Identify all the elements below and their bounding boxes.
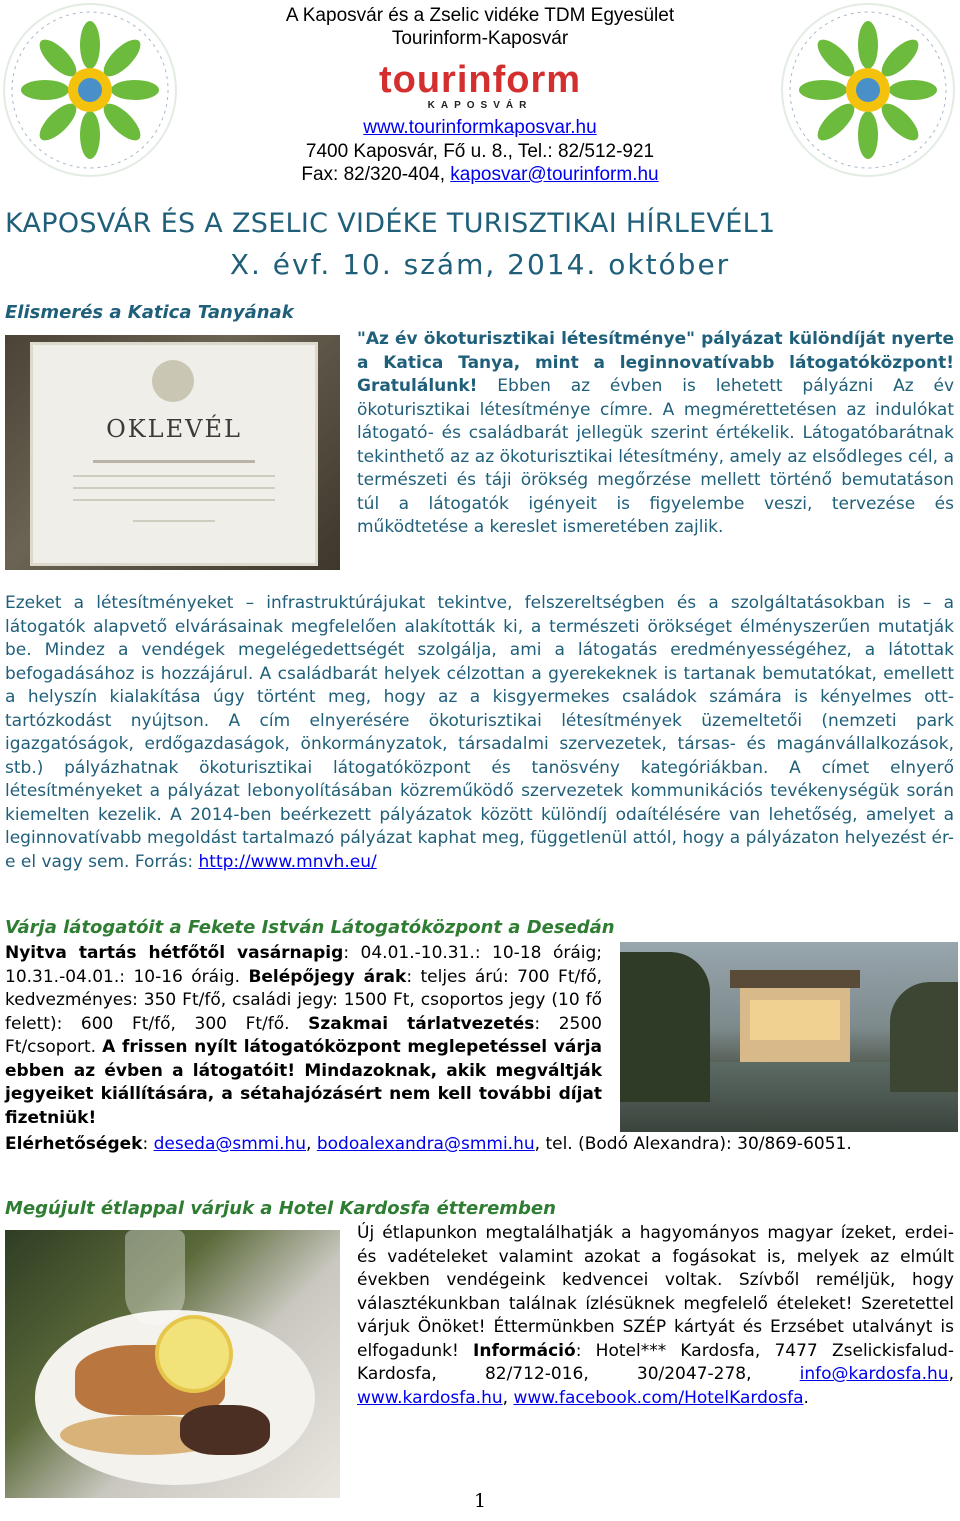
org-name: A Kaposvár és a Zselic vidéke TDM Egyesület [285, 5, 675, 26]
bodo-email-link[interactable]: bodoalexandra@smmi.hu [316, 1134, 535, 1154]
newsletter-issue: X. évf. 10. szám, 2014. október [229, 248, 731, 281]
kardosfa-email-link[interactable]: info@kardosfa.hu [799, 1364, 949, 1384]
article3-heading: Megújult étlappal várjuk a Hotel Kardosfa étteremben [5, 1198, 556, 1219]
info-label: Információ [473, 1340, 576, 1361]
org-subname: Tourinform-Kaposvár [391, 28, 569, 49]
contact-label: Elérhetőségek [5, 1134, 143, 1154]
article2-heading: Várja látogatóit a Fekete István Látogatóközpont a Desedán [5, 917, 615, 938]
fax-line: Fax: 82/320-404, kaposvar@tourinform.hu [301, 164, 659, 185]
tourinform-logo-text: tourinform [378, 59, 582, 101]
website-link[interactable]: www.tourinformkaposvar.hu [363, 117, 597, 138]
diploma-photo [5, 335, 340, 570]
flower-logo-icon [778, 0, 958, 180]
article2-body: Nyitva tartás hétfőtől vasárnapig: 04.01.-10.31.: 10-18 óráig; 10.31.-04.01.: 10-16 óráig. Belépőjegy árak: teljes árú: 700 Ft/fő, kedvezményes: 350 Ft/fő, családi jegy: 1500 Ft, csoportos jegy (10 fő felett): 600 Ft/fő, 300 Ft/fő. Szakmai tárlatvezetés: 2500 Ft/csoport. A frissen nyílt látogatóközpont meglepetéssel várja ebben az évben a látogatóit! Mindazoknak, akik megváltják jegyeiket kiállítására, a sétahajózásért nem kell további díjat fizetniük! [5, 943, 603, 1128]
right-association-logo [778, 0, 958, 180]
kardosfa-website-link[interactable]: www.kardosfa.hu [357, 1387, 503, 1408]
guide-label: Szakmai tárlatvezetés [308, 1013, 535, 1034]
address-line: 7400 Kaposvár, Fő u. 8., Tel.: 82/512-921 [305, 141, 655, 162]
visitor-center-photo [620, 942, 958, 1132]
ticket-label: Belépőjegy árak [248, 966, 407, 987]
source-link[interactable]: http://www.mnvh.eu/ [198, 851, 377, 872]
opening-hours-label: Nyitva tartás hétfőtől vasárnapig [5, 943, 344, 963]
article1-lead-block [357, 328, 954, 540]
restaurant-dish-photo [5, 1230, 340, 1498]
left-association-logo [0, 0, 180, 180]
article1-body: Ebben az évben is lehetett pályázni Az év ökoturisztikai létesítménye címre. A megmérettetésen az indulókat látogató- és családbarát jellegük szerint értékelik. Látogatóbarátnak tekinthető az az ökoturisztikai létesítmény, amely az elsődleges cél, a természeti és táji örökség megőrzése mellett történő bemutatáson túl a látogatók igényeit is figyelembe veszi, tervezése és működtetése a kereslet ismeretében zajlik. [357, 376, 955, 537]
deseda-email-link[interactable]: deseda@smmi.hu [153, 1134, 307, 1154]
article1-lead: "Az év ökoturisztikai létesítménye" pályázat különdíját nyerte a Katica Tanya, mint a leginnovatívabb látogatóközpont! Gratulálunk! [357, 329, 954, 396]
email-link[interactable]: kaposvar@tourinform.hu [450, 164, 659, 185]
kardosfa-facebook-link[interactable]: www.facebook.com/HotelKardosfa [513, 1387, 804, 1408]
article1-body-full: Ezeket a létesítményeket – infrastruktúrájukat tekintve, felszereltségben és a szolgáltatásokban is – a látogatók alapvető elvárásainak megfelelően alakították ki, a természeti örökséget élményszerűen mutatják be. Mindez a vendégek megelégedettségét szolgálja, ami a látogatás eredményességéhez, a látottak befogadásához is hozzájárul. A családbarát helyek célzottan a gyerekeknek is tartanak bemutatókat, emellett a helyszín kialakítása úgy történt meg, hogy az a kisgyermekes családok számára is kényelmes ott-tartózkodást nyújtson. A cím elnyerésére ökoturisztikai létesítmények üzemeltetői (nemzeti park igazgatóságok, erdőgazdaságok, önkormányzatok, társadalmi szervezetek, társas- és magánvállalkozások, stb.) pályázhatnak ökoturisztikai látogatóközpont és tanösvény kategóriákban. A címet elnyerő létesítményeket a pályázat lebonyolításában közreműködő szervezetek kommunikációs tevékenységük során kiemelten kezelik. A 2014-ben beérkezett pályázatok között különdíj odaítélésére van lehetőség, amelyet a leginnovatívabb megoldást tartalmazó pályázat kaphat meg, függetlenül attól, hogy a pályázaton helyezést ér-e el vagy sem. Forrás: http://www.mnvh.eu/ [5, 593, 954, 872]
article3-body: Új étlapunkon megtalálhatják a hagyományos magyar ízeket, erdei- és vadételeket valamint azokat a fogásokat is, melyek az elmúlt években vendégeink kedvencei voltak. Szívből reméljük, hogy választékunkban találnak ízlésüknek megfelelő ételeket! Szeretettel várjuk Önöket! Éttermünkben SZÉP kártyát és Erzsébet utalványt is elfogadunk! Információ: Hotel*** Kardosfa, 7477 Zselickisfalud-Kardosfa, 82/712-016, 30/2047-278, info@kardosfa.hu, www.kardosfa.hu, www.facebook.com/HotelKardosfa. [357, 1223, 954, 1408]
article1-heading: Elismerés a Katica Tanyának [5, 302, 294, 323]
page-number: 1 [473, 1490, 487, 1512]
tourinform-logo [368, 60, 592, 112]
article2-contacts: Elérhetőségek: deseda@smmi.hu, bodoalexandra@smmi.hu, tel. (Bodó Alexandra): 30/869-6051. [5, 1134, 852, 1154]
flower-logo-icon [0, 0, 180, 180]
newsletter-title: KAPOSVÁR ÉS A ZSELIC VIDÉKE TURISZTIKAI HÍRLEVÉL1 [5, 208, 776, 239]
tourinform-logo-sub: KAPOSVÁR [427, 100, 533, 111]
new-center-text: A frissen nyílt látogatóközpont meglepetéssel várja ebben az évben a látogatóit! Mindazoknak, akik megváltják jegyeiket kiállítására, a sétahajózásért nem kell további díjat fizetniük! [5, 1037, 603, 1128]
diploma-title: OKLEVÉL [106, 415, 242, 443]
